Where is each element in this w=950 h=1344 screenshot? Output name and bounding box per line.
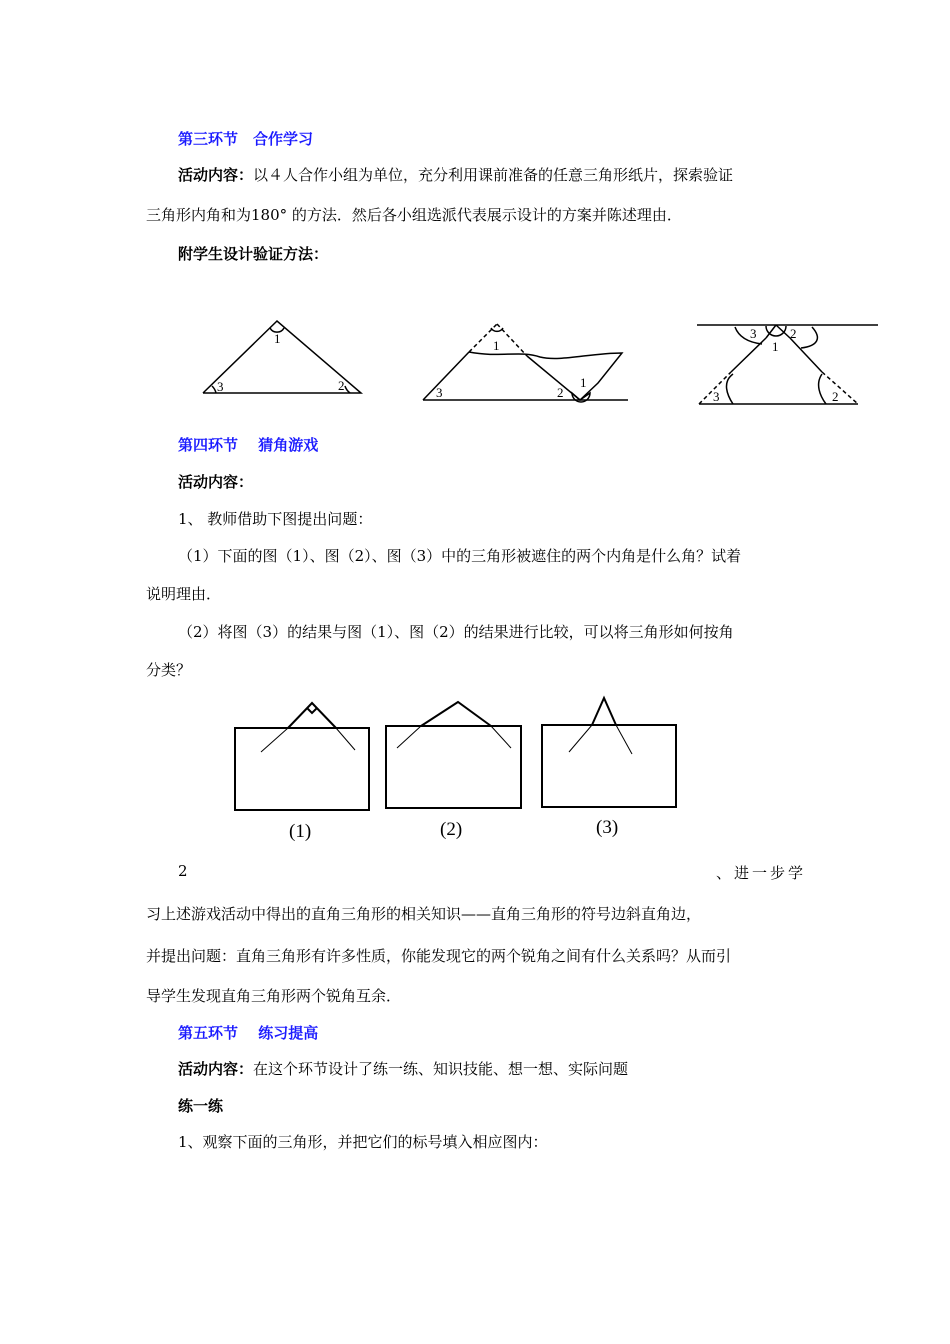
caption-1: (1) [289, 821, 312, 842]
caption-2: (2) [440, 819, 463, 840]
angle-label-3: 3 [217, 379, 224, 394]
practice-item-1: 1、观察下面的三角形，并把它们的标号填入相应图内： [178, 1133, 548, 1151]
section4-heading: 第四环节 猜角游戏 [178, 436, 319, 454]
fold-angle-label-1: 1 [493, 338, 500, 353]
section4-item2-line1 [178, 862, 806, 883]
angle-label-1: 1 [274, 331, 281, 346]
section4-item1: 1、 教师借助下图提出问题： [178, 510, 373, 528]
section3-activity-cont: 三角形内角和为180° 的方法．然后各小组选派代表展示设计的方案并陈述理由． [146, 206, 682, 224]
item2-tail: 、进一步学 [715, 864, 806, 882]
section5-activity [178, 1058, 628, 1079]
activity-text: 以４人合作小组为单位，充分利用课前准备的任意三角形纸片，探索验证 [253, 166, 734, 184]
activity-label: 活动内容： [178, 166, 254, 184]
methods-title: 附学生设计验证方法： [178, 245, 329, 263]
cut-angle-label-1: 1 [772, 339, 779, 354]
question2-line1: （2）将图（3）的结果与图（1）、图（2）的结果进行比较，可以将三角形如何按角 [178, 623, 734, 641]
question1-line1: （1）下面的图（1）、图（2）、图（3）中的三角形被遮住的两个内角是什么角？试着 [178, 547, 742, 565]
fold-angle-label-1b: 1 [580, 375, 587, 390]
question2-line2: 分类？ [146, 661, 192, 679]
item2-number: 2 [178, 862, 188, 880]
cut-angle-label-3: 3 [750, 326, 757, 341]
guess-angle-figures [0, 690, 950, 850]
section3-heading: 第三环节 合作学习 [178, 130, 314, 148]
section5-activity-label: 活动内容： [178, 1060, 254, 1078]
cut-angle-label-2b: 2 [832, 389, 839, 404]
fold-angle-label-2: 2 [557, 385, 564, 400]
figure-2-obtuse [386, 702, 521, 808]
question1-line2: 说明理由． [146, 585, 222, 603]
figure-cut-corners [697, 325, 878, 404]
figure-fold-triangle [423, 324, 628, 402]
section4-activity-label: 活动内容： [178, 473, 254, 491]
angle-label-2: 2 [338, 378, 345, 393]
section4-item2-line4: 导学生发现直角三角形两个锐角互余． [146, 987, 402, 1005]
fold-angle-label-3: 3 [436, 385, 443, 400]
figure-3-acute [542, 698, 676, 807]
practice-title: 练一练 [178, 1097, 224, 1115]
section4-item2-line3: 并提出问题：直角三角形有许多性质，你能发现它的两个锐角之间有什么关系吗？从而引 [146, 947, 732, 965]
cut-angle-label-2: 2 [790, 326, 797, 341]
figure-1-right [235, 703, 369, 810]
section3-activity [178, 164, 733, 185]
section5-activity-text: 在这个环节设计了练一练、知识技能、想一想、实际问题 [253, 1060, 629, 1078]
cut-angle-label-3b: 3 [713, 389, 720, 404]
section4-item2-line2: 习上述游戏活动中得出的直角三角形的相关知识——直角三角形的符号边斜直角边， [146, 905, 702, 923]
section5-heading: 第五环节 练习提高 [178, 1024, 319, 1042]
proof-figures [0, 300, 950, 420]
caption-3: (3) [596, 817, 619, 838]
